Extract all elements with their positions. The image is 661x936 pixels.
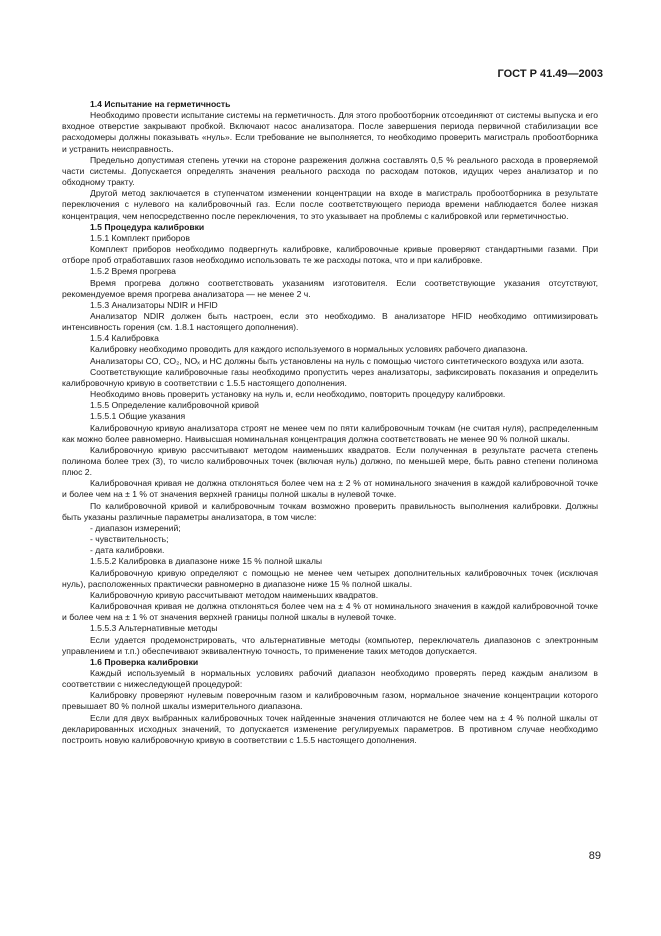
document-header: ГОСТ Р 41.49—2003: [497, 68, 603, 80]
paragraph: Калибровочную кривую рассчитывают методом наименьших квадратов.: [90, 589, 379, 600]
paragraph: Анализаторы CO, CO₂, NOₓ и HC должны быть установлены на нуль с помощью чистого синтетического воздуха или азота.: [90, 355, 585, 366]
section-heading: 1.4 Испытание на герметичность: [90, 99, 231, 109]
document-body: [62, 99, 598, 746]
list-item: - чувствительность;: [90, 534, 169, 545]
paragraph: Время прогрева должно соответствовать указаниям изготовителя. Если соответствующие указания отсутствуют, рекомендуемое время прогрева анализатора — не менее 2 ч.: [62, 277, 598, 299]
section-heading: 1.6 Проверка калибровки: [90, 656, 199, 667]
paragraph: Калибровку проверяют нулевым поверочным газом и калибровочным газом, нормальное значение концентрации которого превышает 80 % полной шкалы измерительного диапазона.: [62, 690, 598, 712]
paragraph: Комплект приборов необходимо подвергнуть калибровке, калибровочные кривые проверяют стандартными газами. При отборе проб отработавших газов необходимо использовать те же расходы потока, что и при калибровке.: [62, 244, 598, 266]
paragraph: 1.5.5.2 Калибровка в диапазоне ниже 15 % полной шкалы: [90, 556, 323, 567]
paragraph: 1.5.2 Время прогрева: [90, 266, 176, 277]
paragraph: Калибровочную кривую определяют с помощью не менее чем четырех дополнительных калибровочных точек (исключая нуль), расположенных практически равномерно в диапазоне ниже 15 % полной шкалы.: [62, 567, 598, 589]
paragraph: Другой метод заключается в ступенчатом изменении концентрации на входе в магистраль пробоотборника в результате переключения с нулевого на калибровочный газ. Если после соответствующего периода времени наблюдается более низкая концентрация, чем непосредственно после переключения, то это указывает на проблемы с калибровкой или герметичностью.: [62, 188, 598, 221]
paragraph: Если удается продемонстрировать, что альтернативные методы (компьютер, переключатель диапазонов с электронным управлением и т.п.) обеспечивают эквивалентную точность, то применение таких методов допускается.: [62, 634, 598, 656]
paragraph: Необходимо вновь проверить установку на нуль и, если необходимо, повторить процедуру калибровки.: [90, 389, 506, 400]
paragraph: Соответствующие калибровочные газы необходимо пропустить через анализаторы, зафиксировать показания и определить калибровочную кривую в соответствии с 1.5.5 настоящего дополнения.: [62, 366, 598, 388]
paragraph: Предельно допустимая степень утечки на стороне разрежения должна составлять 0,5 % реального расхода в проверяемой части системы. Допускается определять значения реального расхода по расходам потоков, идущих через анализатор и по обходному тракту.: [62, 154, 598, 188]
page-number: 89: [588, 850, 601, 862]
paragraph: 1.5.5 Определение калибровочной кривой: [90, 400, 259, 411]
paragraph: 1.5.5.3 Альтернативные методы: [90, 623, 218, 634]
section-heading: 1.5 Процедура калибровки: [90, 221, 205, 232]
paragraph: 1.5.5.1 Общие указания: [90, 411, 186, 422]
paragraph: Каждый используемый в нормальных условиях рабочий диапазон необходимо проверять перед каждым анализом в соответствии с нижеследующей процедурой:: [62, 667, 598, 690]
paragraph: Калибровочная кривая не должна отклоняться более чем на ± 2 % от номинального значения в каждой калибровочной точке и более чем на ± 1 % от значения верхней границы полной шкалы в нулевой точке.: [62, 478, 598, 500]
paragraph: 1.5.1 Комплект приборов: [90, 232, 190, 243]
list-item: - дата калибровки.: [90, 545, 165, 556]
paragraph: Необходимо провести испытание системы на герметичность. Для этого пробоотборник отсоединяют от системы выпуска и его входное отверстие закрывают пробкой. Включают насос анализатора. После завершения периода первичной стабилизации все расходомеры должны показывать «нуль». Если требование не выполняется, то необходимо проверить магистраль пробоотборника и устранить неисправность.: [62, 110, 598, 154]
paragraph: 1.5.3 Анализаторы NDIR и HFID: [90, 299, 218, 310]
list-item: - диапазон измерений;: [90, 522, 181, 533]
paragraph: Калибровку необходимо проводить для каждого используемого в нормальных условиях рабочего диапазона.: [90, 344, 528, 355]
paragraph: Анализатор NDIR должен быть настроен, если это необходимо. В анализаторе HFID необходимо оптимизировать интенсивность горения (см. 1.8.1 настоящего дополнения).: [62, 310, 598, 333]
paragraph: Калибровочную кривую анализатора строят не менее чем по пяти калибровочным точкам (не считая нуля), распределенным как можно более равномерно. Наивысшая номинальная концентрация должна соответствовать не менее 90 % полной шкалы.: [62, 422, 598, 444]
paragraph: Калибровочная кривая не должна отклоняться более чем на ± 4 % от номинального значения в каждой калибровочной точке и более чем на ± 1 % от значения верхней границы полной шкалы в нулевой точке.: [62, 601, 598, 623]
paragraph: 1.5.4 Калибровка: [90, 333, 159, 344]
paragraph: Калибровочную кривую рассчитывают методом наименьших квадратов. Если полученная в результате расчета степень полинома более трех (3), то число калибровочных точек (включая нуль) должно, по меньшей мере, быть равно степени полинома плюс 2.: [62, 444, 598, 478]
paragraph: По калибровочной кривой и калибровочным точкам возможно проверить правильность выполнения калибровки. Должны быть указаны различные параметры анализатора, в том числе:: [62, 500, 598, 522]
paragraph: Если для двух выбранных калибровочных точек найденные значения отличаются не более чем на ± 4 % полной шкалы от декларированных исходных значений, то допускается изменение регулируемых параметров. В противном случае необходимо построить новую калибровочную кривую в соответствии с 1.5.5 настоящего дополнения.: [62, 712, 598, 745]
